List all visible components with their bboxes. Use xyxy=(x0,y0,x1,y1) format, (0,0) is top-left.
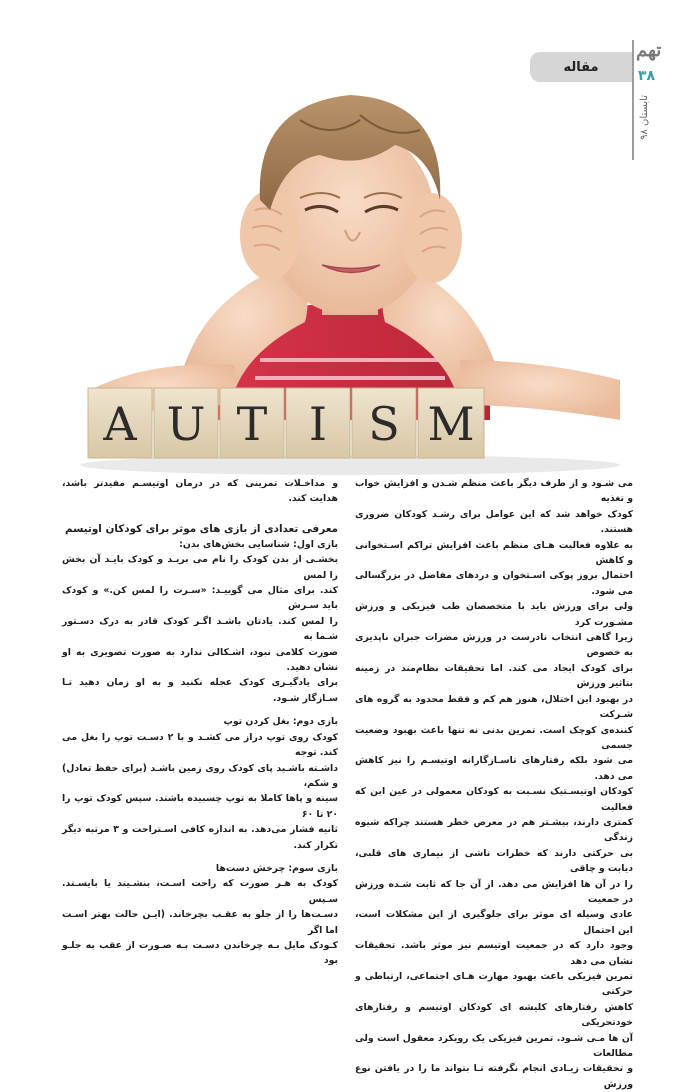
article-column-right xyxy=(355,476,633,1090)
section-heading: معرفی تعدادی از بازی های موثر برای کودکان اوتیسم xyxy=(64,522,338,535)
text-line: به علاوه فعالیت هـای منظم باعث افزایش تراکم اسـتخوانی و کاهش xyxy=(355,539,633,567)
section-label: مقاله xyxy=(563,59,599,75)
text-line: دسـت‌ها را از جلو به عقـب بچرخاند. (ایـن حالت بهتر اسـت اما اگر xyxy=(62,909,338,936)
block-letter: I xyxy=(308,397,328,451)
text-line: کند. برای مثال می گوییـد: «سـرت را لمس کن.» و کودک باید سـرش xyxy=(62,585,338,612)
text-line: کمتری دارند، بیشـتر هم در معرض خطر هستند چراکه شیوه زندگی xyxy=(355,816,633,844)
text-line: و تحقیقات زیـادی انجام نگرفته تـا بتواند ما را در یافتن نوع ورزش xyxy=(355,1063,633,1090)
block-letter: U xyxy=(166,397,206,451)
text-line: تمرین فیزیکی باعث بهبود مهارت هـای اجتماعی، ارتباطی و حرکتی xyxy=(355,971,633,998)
text-line: کاهش رفتارهای کلیشه ای کودکان اوتیسم و رفتارهای خودتحریکی xyxy=(355,1001,633,1029)
text-line: صورت کلامی نبود، اشـکالی ندارد به صورت تصویری به او نشان دهید. xyxy=(62,646,338,674)
text-line: کودک روی توپ دراز می کشـد و با ۲ دسـت توپ را بغل می کند. توجه xyxy=(62,731,339,759)
article-photo xyxy=(60,60,620,480)
text-line: وجود دارد که در جمعیت اوتیسم نیز موثر باشد. تحقیقات نشان می دهد xyxy=(355,940,633,967)
text-line: زیرا گاهی انتخاب نادرست در ورزش مضرات جبران ناپذیری به خصوص xyxy=(355,632,633,659)
page-number: ۳۸ xyxy=(638,68,656,84)
block-letter: S xyxy=(368,397,400,451)
text-line: کودکان اوتیسـتیک نسـبت به کودکان معمولی در عین این که فعالیت xyxy=(355,786,633,813)
article-column-left xyxy=(62,476,339,967)
game2-title: بازی دوم: بغل کردن توپ xyxy=(223,716,338,728)
text-line: بخشـی از بدن کودک را نام می بریـد و کودک بایـد آن بخش را لمس xyxy=(62,554,338,581)
block-letter: A xyxy=(103,397,137,451)
text-line: می شـود و از طرف دیگر باعث منظم شـدن و افزایش خواب و تغذیه xyxy=(355,478,633,505)
text-line: کودک به هـر صورت که راحت اسـت، بنشـیند یا بایسـتد. سـپس xyxy=(62,878,338,905)
issue-label: تابستان ۹۸ xyxy=(639,95,650,140)
game1-title: بازی اول: شناسایی بخش‌های بدن: xyxy=(179,538,338,550)
text-line: در بهبود این اختلال، هنوز هم کم و فقط محدود به گروه های شـرکت xyxy=(355,693,633,721)
text-line: بی حرکتی دارند که خطرات ناشی از بیماری های قلبی، دیابت و چاقی xyxy=(355,847,633,875)
text-line: آن ها مـی شـود. تمرین فیزیکی یک رویکرد معقول است ولی مطالعات xyxy=(355,1032,633,1060)
text-line: کـودک مایل بـه چرخاندن دسـت بـه صـورت از عقب به جلـو بود xyxy=(62,939,338,967)
text-line: احتمال بروز پوکی اسـتخوان و دردهای مفاصل در بزرگسالی می شود. xyxy=(355,570,633,597)
text-line: کننده‌ی کوچک است. تمرین بدنی نه تنها باعث بهبود وضعیت جسمی xyxy=(355,724,633,751)
autism-blocks xyxy=(88,388,484,458)
text-line: سینه و پاها کاملا به توپ چسبیده باشند. سپس کودک توپ را ۲۰ تا ۶۰ xyxy=(62,793,338,820)
game3-title: بازی سوم: چرخش دست‌ها xyxy=(215,862,338,874)
text-line: را در آن ها افزایش می دهد. از آن جا که ثابت شـده ورزش در جمعیت xyxy=(355,878,633,905)
right-hand xyxy=(402,193,462,283)
text-line: کودک خواهد شد که این عوامل برای رشـد کودکان ضروری هستند. xyxy=(355,508,633,536)
text-line: ثانیه فشار می‌دهد. به اندازه کافی اسـتراحت و ۳ مرتبه دیگر تکرار کند. xyxy=(62,824,338,851)
brand-logo: تهم xyxy=(636,40,662,61)
text-line: برای کودک ایجاد می کند. اما تحقیقات نظام‌مند در زمینه بتاثیر ورزش xyxy=(355,662,633,690)
block-letter: T xyxy=(236,397,268,451)
intro-line: و مداخـلات تمرینی که در درمان اوتیسـم مفیدتر باشد، هدایت کند. xyxy=(62,478,338,505)
text-line: برای یادگیـری کودک عجله نکنید و به او زمان دهید تـا سـازگار شـود. xyxy=(62,677,338,704)
text-line: ولی برای ورزش باید با متخصصان طب فیزیکی و ورزش مشـورت کرد xyxy=(355,601,633,628)
text-line: عادی وسیله ای موثر برای جلوگیری از این مشکلات است، این احتمال xyxy=(355,909,633,936)
text-line: داشـته باشـید پای کودک روی زمین باشـد (برای حفظ تعادل) و شکم، xyxy=(62,762,338,789)
block-letter: M xyxy=(427,397,475,451)
text-line: را لمس کند. یادتان باشـد اگـر کودک قادر به درک دسـتور شـما به xyxy=(62,615,338,643)
text-line: می شود بلکه رفتارهای تاسـازگارانه اوتیسـم را نیز کاهش می دهد. xyxy=(355,755,633,782)
